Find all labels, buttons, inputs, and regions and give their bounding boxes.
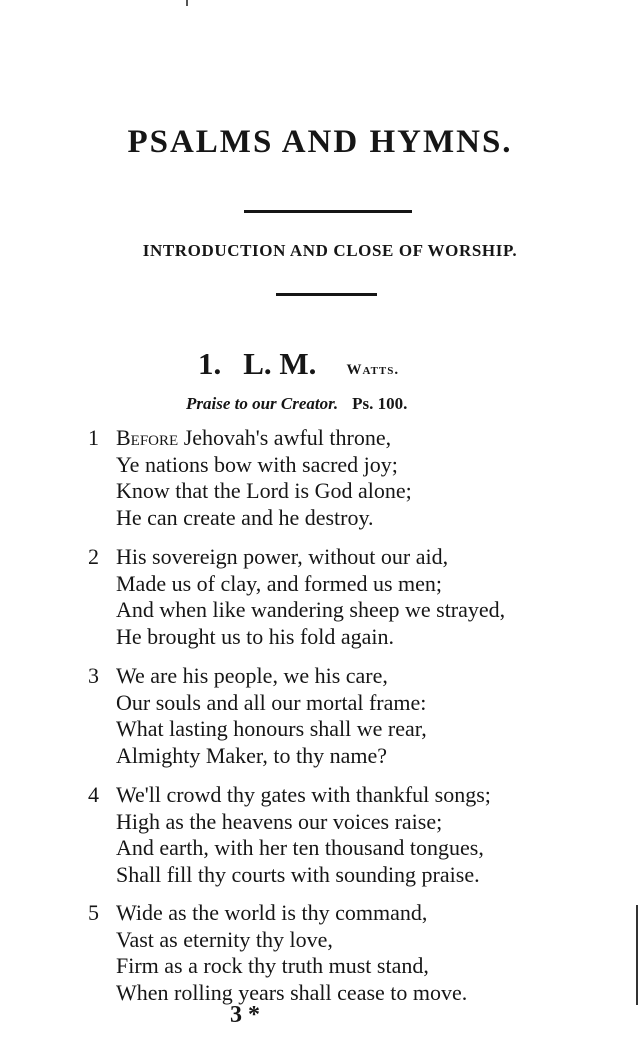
verse-line-text: What lasting honours shall we rear, [116,716,427,741]
verse-line-text: We'll crowd thy gates with thankful songs; [116,782,491,807]
stanza-number: 4 [88,782,99,807]
verse-line-text: He brought us to his fold again. [116,623,395,649]
verse-line [88,425,412,452]
stanza-number: 1 [88,425,99,450]
verse-line-text: Almighty Maker, to thy name? [116,742,388,768]
stanza-number: 5 [88,900,99,925]
stanza [88,544,505,650]
first-word: Before [116,425,179,450]
page-edge-shadow [636,905,638,1005]
stanza [88,425,412,531]
verse-line [88,624,505,651]
verse-line [88,478,412,505]
verse-line [88,835,491,862]
verse-line [88,782,491,809]
verse-line [88,953,467,980]
verse-line [88,597,505,624]
hymn-meter: L. M. [243,346,317,381]
verse-line-text: Shall fill thy courts with sounding praise. [116,861,480,887]
verse-line-text: Ye nations bow with sacred joy; [116,451,398,477]
hymn-number: 1. [198,346,222,381]
verse-line [88,927,467,954]
hymn-author: Watts. [346,362,400,378]
stanza [88,663,427,769]
verse-line-text: When rolling years shall cease to move. [116,979,468,1005]
verse-line-text: Vast as eternity thy love, [116,926,333,952]
hymn-subtitle [186,394,407,414]
section-rule [276,293,377,296]
verse-line-text: Firm as a rock thy truth must stand, [116,953,429,978]
psalm-reference: Ps. 100. [352,394,408,413]
title-rule [244,210,412,213]
verse-line [88,716,427,743]
verse-line-text: We are his people, we his care, [116,663,388,688]
verse-line-text: Wide as the world is thy command, [116,900,428,925]
section-heading: INTRODUCTION AND CLOSE OF WORSHIP. [142,241,518,260]
verse-line [88,663,427,690]
verse-line [88,505,412,532]
verse-line [88,900,467,927]
verse-line [88,544,505,571]
verse-line [88,452,412,479]
hymn-subtitle-text: Praise to our Creator. [186,394,339,413]
verse-line-text: His sovereign power, without our aid, [116,544,449,569]
verse-line [88,980,467,1007]
verse-line-text: Our souls and all our mortal frame: [116,689,427,715]
verse-line-text: Jehovah's awful throne, [178,425,392,450]
stanza-number: 3 [88,663,99,688]
verse-line-text: Made us of clay, and formed us men; [116,570,443,596]
verse-line [88,690,427,717]
page-title: PSALMS AND HYMNS. [127,124,513,160]
verse-line-text: And when like wandering sheep we strayed, [116,597,506,622]
verse-line-text: High as the heavens our voices raise; [116,808,443,834]
verse-line-text: Know that the Lord is God alone; [116,478,412,503]
hymn-header [198,346,399,382]
print-speck [186,0,188,6]
verse-line [88,809,491,836]
verse-line [88,862,491,889]
stanza [88,782,491,888]
printer-signature: 3 * [230,1002,260,1028]
verse-line [88,743,427,770]
verse-line-text: He can create and he destroy. [116,504,374,530]
verse-line-text: And earth, with her ten thousand tongues, [116,835,484,860]
verse-line [88,571,505,598]
stanza-number: 2 [88,544,99,569]
stanza [88,900,467,1006]
